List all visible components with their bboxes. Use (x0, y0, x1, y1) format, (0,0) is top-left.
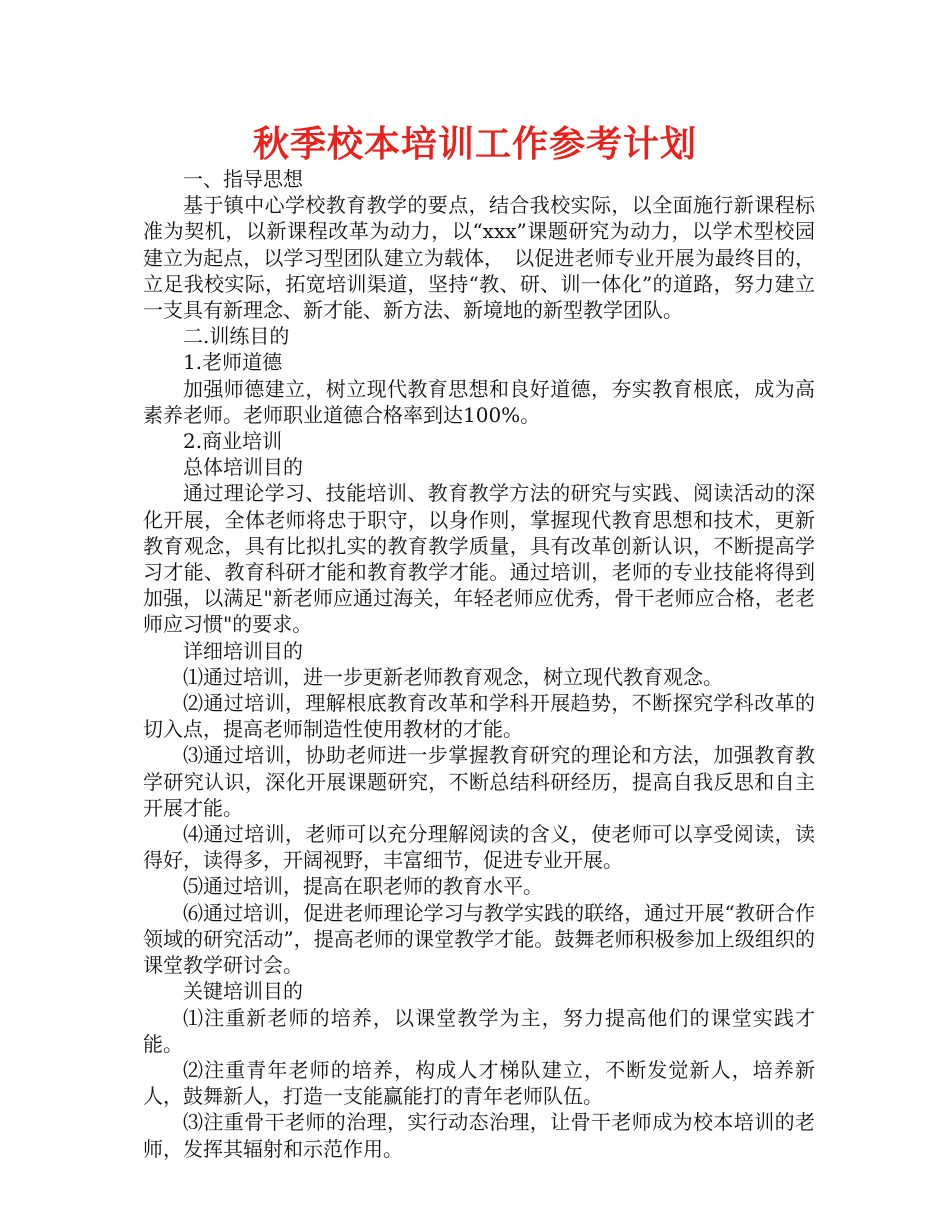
subheading-business-training: 2.商业培训 (183, 429, 283, 454)
list-item-key-goal-2: ⑵注重青年老师的培养，构成人才梯队建立，不断发觉新人，培养新人，鼓舞新人，打造一支能赢能打的青年老师队伍。 (143, 1057, 815, 1109)
paragraph-guiding-ideology: 基于镇中心学校教育教学的要点，结合我校实际，以全面施行新课程标准为契机，以新课程改革为动力，以“xxx”课题研究为动力，以学术型校园建立为起点，以学习型团队建立为载体， 以促进老师专业开展为最终目的，立足我校实际，拓宽培训渠道，坚持“教、研、训一体化”的道路，努力建立一支具有新理念、新才能、新方法、新境地的新型教学团队。 (143, 193, 815, 323)
list-item-key-goal-1: ⑴注重新老师的培养，以课堂教学为主，努力提高他们的课堂实践才能。 (143, 1005, 815, 1056)
list-item-detailed-goal-5: ⑸通过培训，提高在职老师的教育水平。 (183, 874, 543, 899)
paragraph-overall-goals: 通过理论学习、技能培训、教育教学方法的研究与实践、阅读活动的深化开展，全体老师将忠于职守，以身作则，掌握现代教育思想和技术，更新教育观念，具有比拟扎实的教育教学质量，具有改革创新认识，不断提高学习才能、教育科研才能和教育教学才能。通过培训，老师的专业技能将得到加强，以满足"新老师应通过海关，年轻老师应优秀，骨干老师应合格，老老师应习惯"的要求。 (143, 481, 815, 637)
list-item-detailed-goal-2: ⑵通过培训，理解根底教育改革和学科开展趋势，不断探究学科改革的切入点，提高老师制造性使用教材的才能。 (143, 691, 815, 742)
list-item-detailed-goal-4: ⑷通过培训，老师可以充分理解阅读的含义，使老师可以享受阅读，读得好，读得多，开阔视野，丰富细节，促进专业开展。 (143, 822, 815, 873)
list-item-key-goal-3: ⑶注重骨干老师的治理，实行动态治理，让骨干老师成为校本培训的老师，发挥其辐射和示范作用。 (143, 1110, 815, 1161)
subheading-overall-goals: 总体培训目的 (183, 455, 303, 480)
section-heading-training-goals: 二.训练目的 (183, 324, 290, 349)
subheading-key-goals: 关键培训目的 (183, 979, 303, 1004)
section-heading-guiding-ideology: 一、指导思想 (183, 167, 303, 191)
subheading-detailed-goals: 详细培训目的 (183, 638, 303, 663)
document-body (143, 166, 815, 1162)
paragraph-teacher-ethics: 加强师德建立，树立现代教育思想和良好道德，夯实教育根底，成为高素养老师。老师职业道德合格率到达100%。 (143, 376, 815, 427)
list-item-detailed-goal-1: ⑴通过培训，进一步更新老师教育观念，树立现代教育观念。 (183, 664, 723, 689)
list-item-detailed-goal-3: ⑶通过培训，协助老师进一步掌握教育研究的理论和方法，加强教育教学研究认识，深化开展课题研究，不断总结科研经历，提高自我反思和自主开展才能。 (143, 743, 815, 820)
document-title: 秋季校本培训工作参考计划 (252, 124, 697, 165)
list-item-detailed-goal-6: ⑹通过培训，促进老师理论学习与教学实践的联络，通过开展“教研合作领域的研究活动”，提高老师的课堂教学才能。鼓舞老师积极参加上级组织的课堂教学研讨会。 (143, 900, 815, 978)
subheading-teacher-ethics: 1.老师道德 (183, 350, 283, 375)
